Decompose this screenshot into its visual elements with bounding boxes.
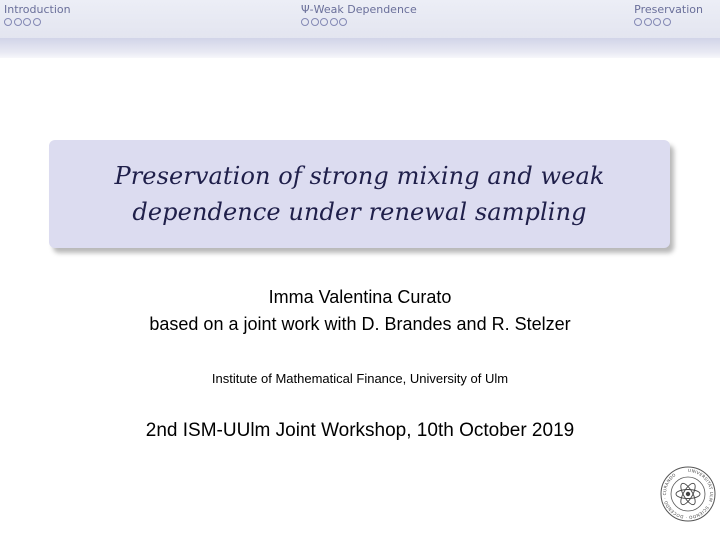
nav-frame-dot[interactable]: [33, 18, 41, 26]
presentation-title-line: Preservation of strong mixing and weak: [114, 162, 605, 190]
nav-section-title[interactable]: Preservation: [634, 3, 703, 16]
nav-frame-dot[interactable]: [311, 18, 319, 26]
nav-frame-dot[interactable]: [14, 18, 22, 26]
seal-text: UNIVERSITÄT ULM · SCIENDO · DOCENDO · CURANDO: [661, 467, 715, 521]
nav-frame-dots: [4, 18, 71, 26]
nav-section-introduction[interactable]: [4, 3, 71, 26]
nav-frame-dot[interactable]: [339, 18, 347, 26]
institute: Institute of Mathematical Finance, University of Ulm: [211, 371, 509, 386]
event-date: 2nd ISM-UUlm Joint Workshop, 10th October 2019: [145, 420, 575, 441]
author-name: Imma Valentina Curato: [268, 287, 452, 307]
nav-frame-dot[interactable]: [301, 18, 309, 26]
header-decoration-band: [0, 38, 720, 58]
nav-frame-dot[interactable]: [663, 18, 671, 26]
nav-section-title[interactable]: Ψ-Weak Dependence: [301, 3, 417, 16]
nav-frame-dot[interactable]: [634, 18, 642, 26]
nav-frame-dot[interactable]: [330, 18, 338, 26]
coauthors-line: based on a joint work with D. Brandes and R. Stelzer: [149, 314, 571, 334]
nav-frame-dot[interactable]: [23, 18, 31, 26]
nav-frame-dot[interactable]: [4, 18, 12, 26]
navigation-header: [0, 0, 720, 38]
nav-frame-dots: [301, 18, 417, 26]
nav-section-weak-dependence[interactable]: [301, 3, 417, 26]
nav-frame-dot[interactable]: [653, 18, 661, 26]
nav-section-preservation[interactable]: [634, 3, 703, 26]
presentation-title-line: dependence under renewal sampling: [132, 198, 587, 226]
title-box: [49, 140, 670, 248]
nav-frame-dot[interactable]: [320, 18, 328, 26]
nav-frame-dot[interactable]: [644, 18, 652, 26]
nav-frame-dots: [634, 18, 703, 26]
nav-section-title[interactable]: Introduction: [4, 3, 71, 16]
university-seal-icon: [660, 466, 716, 522]
